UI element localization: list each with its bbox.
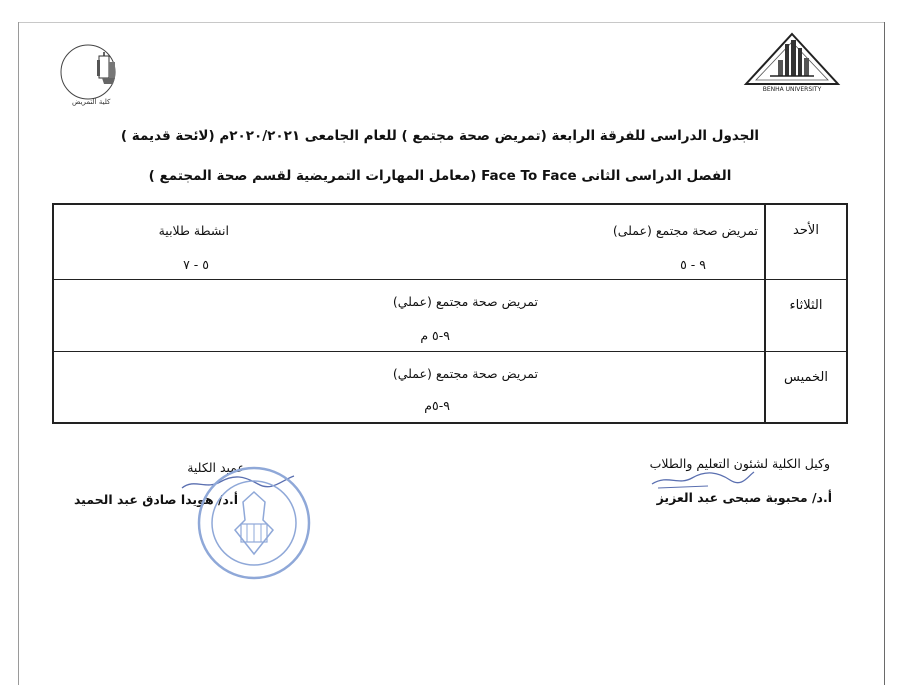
- semester-subtitle: الفصل الدراسى الثانى Face To Face (معامل المهارات التمريضية لقسم صحة المجتمع ): [148, 168, 732, 184]
- dean-name: أ.د/ هويدا صادق عبد الحميد: [73, 492, 238, 507]
- page-border-left: [18, 22, 19, 685]
- table-row: [53, 351, 847, 423]
- sessions-cell: [53, 279, 765, 351]
- vice-dean-title: وكيل الكلية لشئون التعليم والطلاب: [649, 456, 830, 471]
- day-cell: الخميس: [765, 351, 847, 423]
- activity-name: انشطة طلابية: [158, 223, 229, 238]
- benha-university-logo: [740, 30, 845, 92]
- sessions-cell: [53, 204, 765, 279]
- vice-dean-name: أ.د/ محبوبة صبحى عبد العزيز: [656, 490, 832, 505]
- course-time: ٩-٥ م: [420, 327, 450, 343]
- faculty-logo-caption: كلية التمريض: [72, 98, 111, 106]
- course-name: تمريض صحة مجتمع (عملي): [392, 293, 538, 309]
- page-border-top: [18, 22, 885, 23]
- svg-text:BENHA UNIVERSITY: BENHA UNIVERSITY: [762, 86, 822, 92]
- schedule-table: [52, 203, 848, 424]
- official-stamp-icon: [195, 462, 313, 584]
- page-border-right: [884, 22, 885, 685]
- day-cell: الأحد: [765, 204, 847, 279]
- course-name: تمريض صحة مجتمع (عملي): [392, 365, 538, 381]
- dean-title: عميد الكلية: [187, 460, 245, 475]
- sessions-cell: [53, 351, 765, 423]
- day-cell: الثلاثاء: [765, 279, 847, 351]
- course-name: تمريض صحة مجتمع (عملى): [612, 223, 758, 238]
- course-time: ٩ - ٥: [680, 257, 706, 272]
- table-row: [53, 204, 847, 279]
- schedule-title: الجدول الدراسى للفرقة الرابعة (تمريض صحة مجتمع ) للعام الجامعى ٢٠٢٠/٢٠٢١م (لائحة قديمة ): [120, 128, 760, 144]
- table-row: [53, 279, 847, 351]
- course-time: ٩-٥م: [424, 397, 450, 413]
- activity-time: ٥ - ٧: [183, 257, 209, 272]
- vice-dean-signature-icon: [648, 468, 758, 490]
